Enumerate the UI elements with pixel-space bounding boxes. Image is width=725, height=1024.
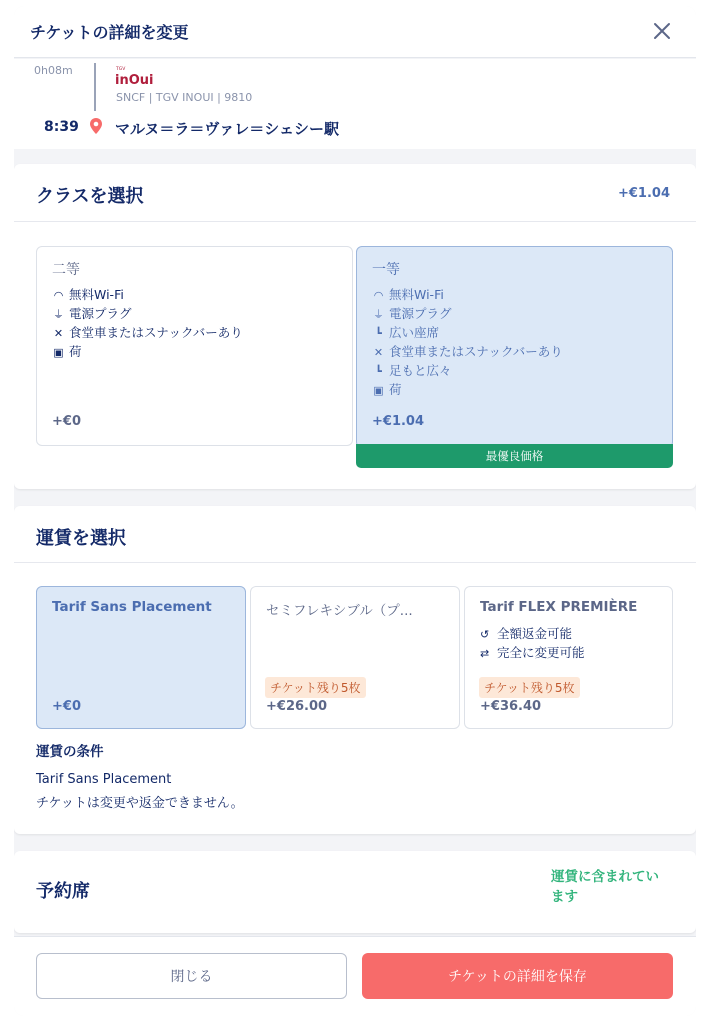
seat-icon: ┗: [375, 327, 382, 340]
class-price: +€0: [52, 414, 81, 429]
segment-duration: 0h08m: [34, 64, 73, 77]
class-name: 一等: [372, 262, 400, 278]
feature-item: ▣ 荷: [373, 382, 402, 397]
divider: [14, 221, 696, 222]
class-section: [14, 164, 696, 489]
exchange-icon: ⇄: [480, 647, 490, 660]
cutlery-icon: ✕: [373, 346, 384, 359]
feature-item: ✕ 食堂車またはスナックバーあり: [53, 325, 243, 340]
journey-segment: [14, 59, 696, 149]
feature-item: ▣ 荷: [53, 344, 82, 359]
save-ticket-details-button[interactable]: チケットの詳細を保存: [362, 953, 673, 999]
fare-option-sans-placement[interactable]: [36, 586, 246, 729]
plug-icon: ⏚: [373, 308, 384, 321]
close-button[interactable]: 閉じる: [36, 953, 347, 999]
wifi-icon: ◠: [53, 289, 64, 302]
divider: [14, 562, 696, 563]
modal-title: チケットの詳細を変更: [30, 23, 189, 42]
fare-price: +€26.00: [266, 699, 328, 714]
fare-price: +€36.40: [480, 699, 542, 714]
fare-name: Tarif Sans Placement: [52, 599, 212, 615]
feature-item: ⇄ 完全に変更可能: [480, 645, 585, 660]
feature-item: ┗ 足もと広々: [372, 361, 452, 379]
refund-icon: ↺: [480, 628, 490, 641]
wifi-icon: ◠: [373, 289, 384, 302]
fare-conditions-title: 運賃の条件: [36, 744, 104, 760]
feature-item: ┗ 広い座席: [372, 323, 439, 341]
cutlery-icon: ✕: [53, 327, 64, 340]
feature-item: ⏚ 電源プラグ: [373, 306, 452, 321]
tickets-remaining-badge: チケット残り5枚: [265, 677, 366, 698]
feature-item: ↺ 全額返金可能: [480, 626, 573, 641]
legroom-icon: ┗: [375, 365, 382, 378]
timeline-line: [94, 63, 96, 111]
luggage-icon: ▣: [53, 346, 64, 359]
feature-item: ✕ 食堂車またはスナックバーあり: [373, 344, 563, 359]
feature-item: ◠ 無料Wi-Fi: [53, 287, 124, 302]
tgv-inoui-logo-icon: [115, 65, 155, 87]
seat-included-status: 運賃に含まれてい ます: [551, 869, 659, 905]
fare-conditions-text: チケットは変更や返金できません。: [36, 796, 244, 811]
fare-price: +€0: [52, 699, 81, 714]
fare-name: セミフレキシブル（プ...: [266, 603, 413, 619]
luggage-icon: ▣: [373, 384, 384, 397]
tickets-remaining-badge: チケット残り5枚: [479, 677, 580, 698]
feature-item: ◠ 無料Wi-Fi: [373, 287, 444, 302]
feature-item: ⏚ 電源プラグ: [53, 306, 132, 321]
arrival-time: 8:39: [44, 119, 79, 135]
svg-text:inOui: inOui: [115, 73, 154, 87]
fare-option-flex-premiere[interactable]: [464, 586, 673, 729]
class-option-first[interactable]: [356, 246, 673, 448]
svg-text:TGV: TGV: [116, 67, 126, 72]
class-extra-price: +€1.04: [617, 186, 670, 201]
arrival-station: マルヌ＝ラ＝ヴァレ＝シェシー駅: [115, 120, 339, 138]
plug-icon: ⏚: [53, 308, 64, 321]
fare-section-title: 運賃を選択: [36, 528, 126, 549]
seat-reservation-section: [14, 851, 696, 933]
seat-reservation-title: 予約席: [36, 881, 90, 902]
location-pin-icon: [89, 117, 103, 135]
close-icon[interactable]: [650, 19, 674, 43]
fare-conditions-name: Tarif Sans Placement: [36, 772, 172, 787]
operator-info: SNCF | TGV INOUI | 9810: [116, 91, 253, 104]
fare-section: [14, 506, 696, 834]
best-price-badge: 最優良価格: [356, 444, 673, 468]
class-name: 二等: [52, 262, 80, 278]
class-section-title: クラスを選択: [36, 186, 144, 207]
fare-option-semi-flexible[interactable]: [250, 586, 460, 729]
modal-footer: [14, 936, 696, 1016]
class-price: +€1.04: [372, 414, 425, 429]
fare-name: Tarif FLEX PREMIÈRE: [480, 599, 638, 615]
class-option-second[interactable]: [36, 246, 353, 446]
edit-ticket-modal: [14, 6, 696, 1016]
modal-header: [14, 6, 696, 58]
